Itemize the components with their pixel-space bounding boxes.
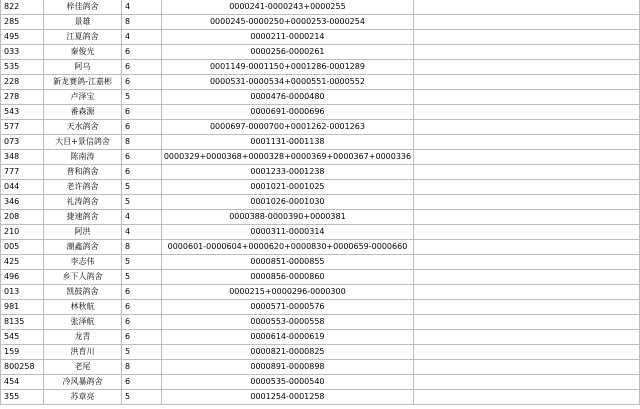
row-name[interactable]: 张泽航: [44, 315, 122, 330]
row-count[interactable]: 6: [122, 75, 162, 90]
row-range[interactable]: 0000691-0000696: [161, 105, 413, 120]
row-range[interactable]: 0000614-0000619: [161, 330, 413, 345]
row-id[interactable]: 005: [1, 240, 44, 255]
table-row: [1, 45, 640, 60]
row-count[interactable]: 5: [122, 390, 162, 405]
empty-cell[interactable]: [414, 225, 640, 240]
row-name[interactable]: 老许鸽舍: [44, 180, 122, 195]
row-id[interactable]: 535: [1, 60, 44, 75]
row-count[interactable]: 6: [122, 165, 162, 180]
table-row: [1, 75, 640, 90]
row-name[interactable]: 洪育川: [44, 345, 122, 360]
table-row: [1, 120, 640, 135]
table-row: [1, 60, 640, 75]
row-id[interactable]: 496: [1, 270, 44, 285]
row-id[interactable]: 425: [1, 255, 44, 270]
row-range[interactable]: 0000329+0000368+0000328+0000369+0000367+0000336: [161, 150, 413, 165]
row-count[interactable]: 5: [122, 255, 162, 270]
row-count[interactable]: 6: [122, 60, 162, 75]
row-name[interactable]: 江夏鸽舍: [44, 30, 122, 45]
empty-cell[interactable]: [414, 30, 640, 45]
empty-cell[interactable]: [414, 270, 640, 285]
row-id[interactable]: 013: [1, 285, 44, 300]
row-id[interactable]: 348: [1, 150, 44, 165]
row-name[interactable]: 龙青: [44, 330, 122, 345]
row-range[interactable]: 0000311-0000314: [161, 225, 413, 240]
row-name[interactable]: 陈南涛: [44, 150, 122, 165]
row-name[interactable]: 凯鼓鸽舍: [44, 285, 122, 300]
row-range[interactable]: 0000601-0000604+0000620+0000830+0000659-0000660: [161, 240, 413, 255]
row-name[interactable]: 李志伟: [44, 255, 122, 270]
row-id[interactable]: 577: [1, 120, 44, 135]
empty-cell[interactable]: [414, 390, 640, 405]
empty-cell[interactable]: [414, 45, 640, 60]
row-range[interactable]: 0001026-0001030: [161, 195, 413, 210]
row-id[interactable]: 495: [1, 30, 44, 45]
table-row: [1, 240, 640, 255]
row-range[interactable]: 0000535-0000540: [161, 375, 413, 390]
table-row: [1, 150, 640, 165]
table-row: [1, 30, 640, 45]
table-row: [1, 195, 640, 210]
row-range[interactable]: 0000553-0000558: [161, 315, 413, 330]
row-id[interactable]: 454: [1, 375, 44, 390]
row-count[interactable]: 4: [122, 30, 162, 45]
table-row: [1, 105, 640, 120]
row-name[interactable]: 梓佳鸽舍: [44, 0, 122, 15]
row-range[interactable]: 0000211-0000214: [161, 30, 413, 45]
row-name[interactable]: 新龙赛鸽-江嘉彬: [44, 75, 122, 90]
row-range[interactable]: 0001254-0001258: [161, 390, 413, 405]
row-name[interactable]: 冷风暴鸽舍: [44, 375, 122, 390]
row-range[interactable]: 0000245-0000250+0000253-0000254: [161, 15, 413, 30]
table-row: [1, 180, 640, 195]
row-name[interactable]: 卢泽宝: [44, 90, 122, 105]
row-count[interactable]: 4: [122, 210, 162, 225]
row-range[interactable]: 0000821-0000825: [161, 345, 413, 360]
row-name[interactable]: 阿乌: [44, 60, 122, 75]
row-count[interactable]: 8: [122, 240, 162, 255]
empty-cell[interactable]: [414, 375, 640, 390]
empty-cell[interactable]: [414, 180, 640, 195]
row-id[interactable]: 355: [1, 390, 44, 405]
empty-cell[interactable]: [414, 255, 640, 270]
row-id[interactable]: 073: [1, 135, 44, 150]
table-row: [1, 330, 640, 345]
row-count[interactable]: 6: [122, 120, 162, 135]
empty-cell[interactable]: [414, 15, 640, 30]
empty-cell[interactable]: [414, 150, 640, 165]
row-range[interactable]: 0000856-0000860: [161, 270, 413, 285]
table-row: [1, 255, 640, 270]
row-count[interactable]: 8: [122, 15, 162, 30]
row-range[interactable]: 0000241-0000243+0000255: [161, 0, 413, 15]
row-name[interactable]: 老尾: [44, 360, 122, 375]
row-name[interactable]: 秦俊光: [44, 45, 122, 60]
row-count[interactable]: 6: [122, 105, 162, 120]
row-id[interactable]: 159: [1, 345, 44, 360]
row-range[interactable]: 0000476-0000480: [161, 90, 413, 105]
empty-cell[interactable]: [414, 90, 640, 105]
table-row: [1, 15, 640, 30]
empty-cell[interactable]: [414, 60, 640, 75]
row-id[interactable]: 346: [1, 195, 44, 210]
row-count[interactable]: 8: [122, 135, 162, 150]
row-range[interactable]: 0000891-0000898: [161, 360, 413, 375]
row-range[interactable]: 0001233-0001238: [161, 165, 413, 180]
table-row: [1, 390, 640, 405]
row-id[interactable]: 278: [1, 90, 44, 105]
row-name[interactable]: 天水鸽舍: [44, 120, 122, 135]
row-id[interactable]: 033: [1, 45, 44, 60]
row-id[interactable]: 981: [1, 300, 44, 315]
row-name[interactable]: 苏章亮: [44, 390, 122, 405]
table-row: [1, 345, 640, 360]
table-row: [1, 135, 640, 150]
table-row: [1, 225, 640, 240]
row-count[interactable]: 8: [122, 360, 162, 375]
table-row: [1, 0, 640, 15]
row-count[interactable]: 6: [122, 315, 162, 330]
row-range[interactable]: 0000388-0000390+0000381: [161, 210, 413, 225]
row-id[interactable]: 545: [1, 330, 44, 345]
empty-cell[interactable]: [414, 75, 640, 90]
row-name[interactable]: 礼涛鸽舍: [44, 195, 122, 210]
row-range[interactable]: 0000256-0000261: [161, 45, 413, 60]
row-range[interactable]: 0001021-0001025: [161, 180, 413, 195]
empty-cell[interactable]: [414, 120, 640, 135]
row-count[interactable]: 5: [122, 270, 162, 285]
table-row: [1, 375, 640, 390]
row-id[interactable]: 210: [1, 225, 44, 240]
row-range[interactable]: 0000571-0000576: [161, 300, 413, 315]
row-id[interactable]: 228: [1, 75, 44, 90]
table-row: [1, 300, 640, 315]
row-count[interactable]: 6: [122, 285, 162, 300]
row-count[interactable]: 5: [122, 345, 162, 360]
row-id[interactable]: 044: [1, 180, 44, 195]
row-count[interactable]: 6: [122, 150, 162, 165]
table-row: [1, 270, 640, 285]
row-range[interactable]: 0000215+0000296-0000300: [161, 285, 413, 300]
row-count[interactable]: 5: [122, 180, 162, 195]
row-count[interactable]: 4: [122, 225, 162, 240]
empty-cell[interactable]: [414, 195, 640, 210]
table-row: [1, 90, 640, 105]
row-name[interactable]: 潮鑫鸽舍: [44, 240, 122, 255]
table-row: [1, 315, 640, 330]
row-name[interactable]: 普和鸽舍: [44, 165, 122, 180]
empty-cell[interactable]: [414, 285, 640, 300]
row-range[interactable]: 0001131-0001138: [161, 135, 413, 150]
row-count[interactable]: 6: [122, 330, 162, 345]
row-id[interactable]: 285: [1, 15, 44, 30]
empty-cell[interactable]: [414, 165, 640, 180]
row-range[interactable]: 0000531-0000534+0000551-0000552: [161, 75, 413, 90]
row-count[interactable]: 5: [122, 90, 162, 105]
empty-cell[interactable]: [414, 135, 640, 150]
row-name[interactable]: 捷速鸽舍: [44, 210, 122, 225]
empty-cell[interactable]: [414, 315, 640, 330]
row-range[interactable]: 0000851-0000855: [161, 255, 413, 270]
table-row: [1, 360, 640, 375]
empty-cell[interactable]: [414, 300, 640, 315]
row-name[interactable]: 大目+景信鸽舍: [44, 135, 122, 150]
empty-cell[interactable]: [414, 240, 640, 255]
row-name[interactable]: 乡下人鸽舍: [44, 270, 122, 285]
row-id[interactable]: 543: [1, 105, 44, 120]
row-id[interactable]: 800258: [1, 360, 44, 375]
table-row: [1, 210, 640, 225]
empty-cell[interactable]: [414, 0, 640, 15]
row-count[interactable]: 4: [122, 0, 162, 15]
empty-cell[interactable]: [414, 345, 640, 360]
row-id[interactable]: 8135: [1, 315, 44, 330]
row-name[interactable]: 阿洪: [44, 225, 122, 240]
empty-cell[interactable]: [414, 210, 640, 225]
row-count[interactable]: 6: [122, 375, 162, 390]
row-count[interactable]: 5: [122, 195, 162, 210]
row-name[interactable]: 景雄: [44, 15, 122, 30]
empty-cell[interactable]: [414, 360, 640, 375]
empty-cell[interactable]: [414, 330, 640, 345]
row-count[interactable]: 6: [122, 300, 162, 315]
empty-cell[interactable]: [414, 105, 640, 120]
row-range[interactable]: 0000697-0000700+0001262-0001263: [161, 120, 413, 135]
row-id[interactable]: 777: [1, 165, 44, 180]
row-name[interactable]: 番森源: [44, 105, 122, 120]
row-id[interactable]: 822: [1, 0, 44, 15]
table-row: [1, 165, 640, 180]
row-count[interactable]: 6: [122, 45, 162, 60]
row-name[interactable]: 林秋航: [44, 300, 122, 315]
table-row: [1, 285, 640, 300]
row-range[interactable]: 0001149-0001150+0001286-0001289: [161, 60, 413, 75]
row-id[interactable]: 208: [1, 210, 44, 225]
